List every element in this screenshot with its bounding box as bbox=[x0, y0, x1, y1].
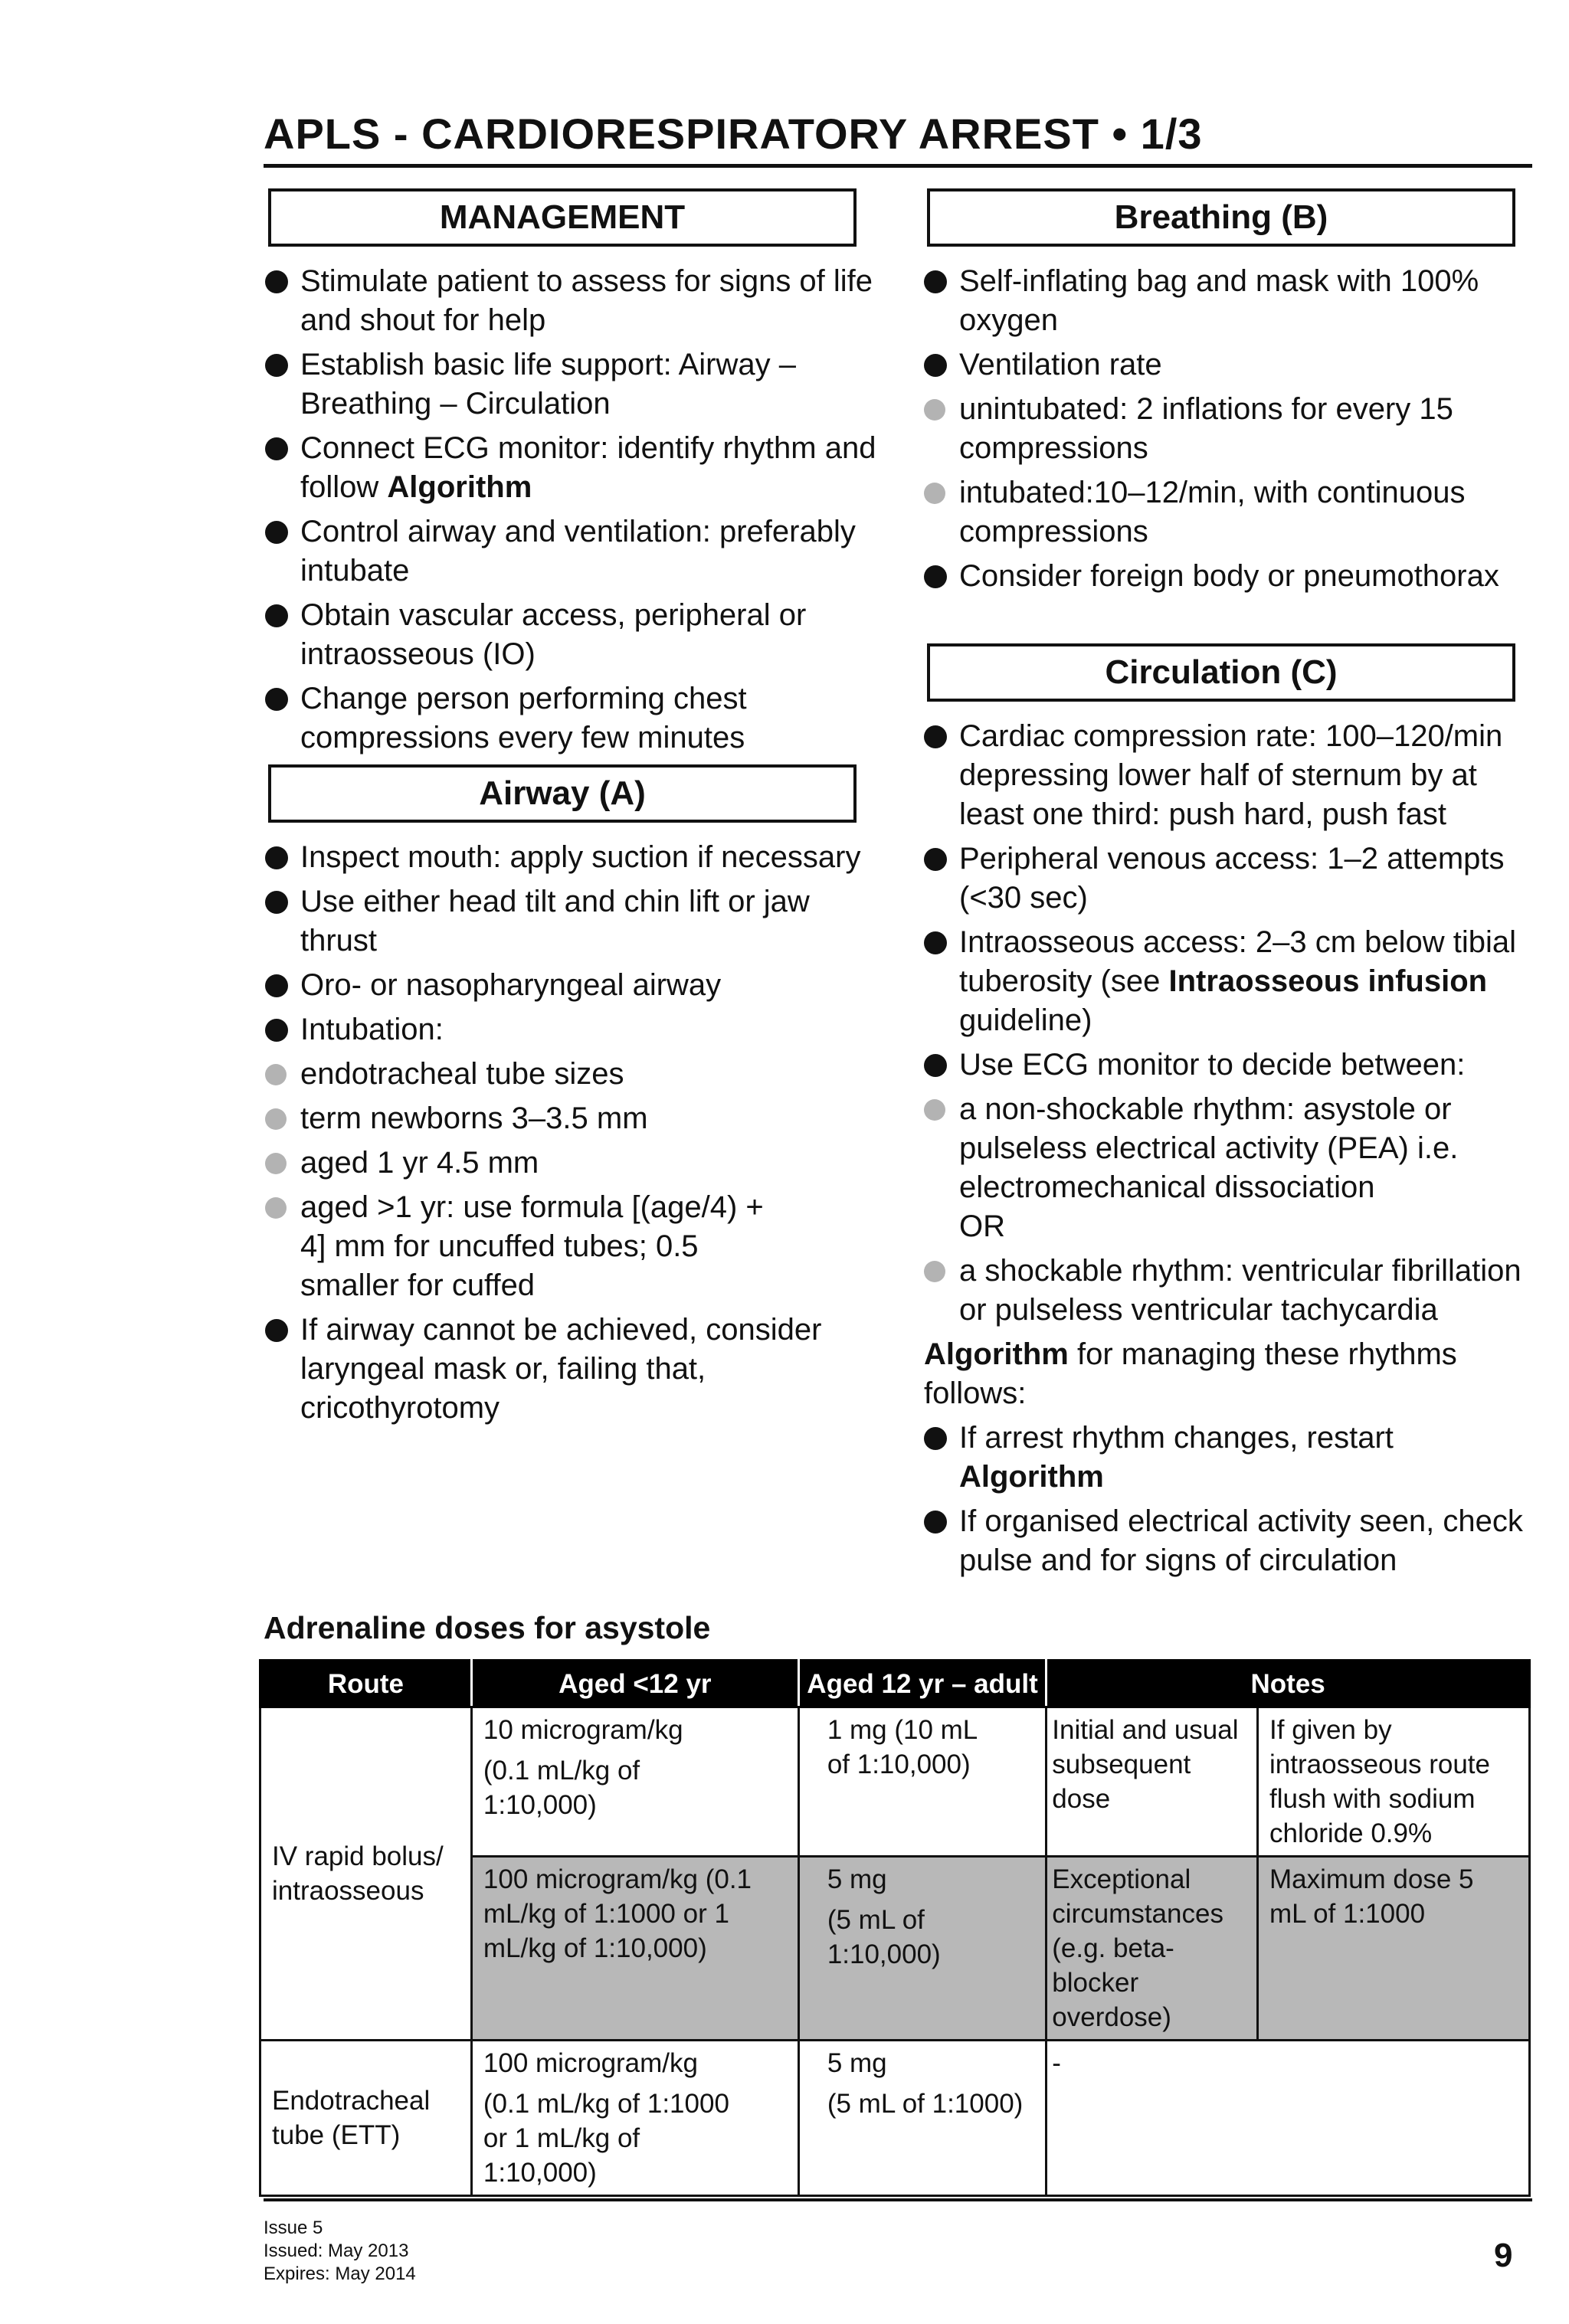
list-item: If airway cannot be achieved, consider laryngeal mask or, failing that, cricothyrotomy bbox=[265, 1311, 863, 1428]
list-item: a shockable rhythm: ventricular fibrillation or pulseless ventricular tachycardia bbox=[924, 1252, 1534, 1330]
list-item: Inspect mouth: apply suction if necessary bbox=[265, 838, 863, 877]
management-heading: MANAGEMENT bbox=[268, 188, 857, 247]
table-row bbox=[260, 2041, 1530, 2196]
airway-heading: Airway (A) bbox=[268, 764, 857, 823]
list-item: Establish basic life support: Airway – Breathing – Circulation bbox=[265, 345, 878, 424]
route-ett: Endotracheal tube (ETT) bbox=[260, 2041, 472, 2196]
circulation-heading: Circulation (C) bbox=[927, 643, 1515, 702]
list-item: aged 1 yr 4.5 mm bbox=[265, 1144, 863, 1183]
list-item: Connect ECG monitor: identify rhythm and follow Algorithm bbox=[265, 429, 878, 507]
list-item: Consider foreign body or pneumothorax bbox=[924, 557, 1529, 596]
cell-adult-dose: 5 mg (5 mL of 1:10,000) bbox=[798, 1857, 1046, 2041]
footer-rule bbox=[264, 2198, 1532, 2201]
cell-adult-dose: 5 mg (5 mL of 1:1000) bbox=[798, 2041, 1046, 2196]
list-item: Self-inflating bag and mask with 100% oxygen bbox=[924, 262, 1529, 340]
list-item: term newborns 3–3.5 mm bbox=[265, 1099, 863, 1138]
table-row bbox=[260, 1707, 1530, 1857]
list-item: Change person performing chest compressions every few minutes bbox=[265, 679, 878, 758]
list-item: Use either head tilt and chin lift or jaw thrust bbox=[265, 882, 863, 961]
cell-note: Exceptional circumstances (e.g. beta-blocker overdose) bbox=[1047, 1857, 1258, 2041]
header-notes: Notes bbox=[1047, 1661, 1530, 1707]
cell-note: Initial and usual subsequent dose bbox=[1047, 1707, 1258, 1857]
title-rule bbox=[264, 164, 1532, 168]
list-item: Use ECG monitor to decide between: bbox=[924, 1046, 1534, 1085]
algorithm-emphasis: Algorithm bbox=[387, 470, 532, 504]
list-item: Oro- or nasopharyngeal airway bbox=[265, 966, 863, 1005]
list-item: Stimulate patient to assess for signs of life and shout for help bbox=[265, 262, 878, 340]
cell-note: - bbox=[1047, 2041, 1530, 2196]
cell-adult-dose: 1 mg (10 mL of 1:10,000) bbox=[798, 1707, 1046, 1857]
cell-child-dose: 100 microgram/kg (0.1 mL/kg of 1:1000 or 1 mL/kg of 1:10,000) bbox=[471, 1857, 798, 2041]
list-item: If organised electrical activity seen, check pulse and for signs of circulation bbox=[924, 1502, 1534, 1580]
header-aged-12-adult: Aged 12 yr – adult bbox=[798, 1661, 1046, 1707]
issued-date: Issued: May 2013 bbox=[264, 2241, 409, 2261]
adrenaline-dose-table bbox=[259, 1659, 1531, 2197]
algorithm-paragraph: Algorithm for managing these rhythms follows: bbox=[924, 1337, 1457, 1410]
table-header-row bbox=[260, 1661, 1530, 1707]
list-item: Obtain vascular access, peripheral or intraosseous (IO) bbox=[265, 596, 878, 674]
cell-child-dose: 10 microgram/kg (0.1 mL/kg of 1:10,000) bbox=[471, 1707, 798, 1857]
cell-note: Maximum dose 5 mL of 1:1000 bbox=[1258, 1857, 1530, 2041]
list-item: aged >1 yr: use formula [(age/4) + 4] mm for uncuffed tubes; 0.5 smaller for cuffed bbox=[265, 1188, 863, 1305]
list-item: Intraosseous access: 2–3 cm below tibial tuberosity (see Intraosseous infusion guideline) bbox=[924, 923, 1534, 1040]
expires-date: Expires: May 2014 bbox=[264, 2263, 416, 2284]
breathing-heading: Breathing (B) bbox=[927, 188, 1515, 247]
list-item: unintubated: 2 inflations for every 15 compressions bbox=[924, 390, 1529, 468]
footer-issue-info bbox=[264, 2217, 416, 2286]
cell-note: If given by intraosseous route flush with sodium chloride 0.9% bbox=[1258, 1707, 1530, 1857]
header-route: Route bbox=[260, 1661, 472, 1707]
page-title: APLS - CARDIORESPIRATORY ARREST • 1/3 bbox=[264, 110, 1203, 158]
list-item: OR bbox=[959, 1209, 1005, 1243]
circulation-list bbox=[924, 717, 1534, 1586]
issue-label: Issue 5 bbox=[264, 2218, 323, 2238]
route-iv: IV rapid bolus/ intraosseous bbox=[260, 1707, 472, 2041]
list-item: endotracheal tube sizes bbox=[265, 1055, 863, 1094]
list-item: intubated:10–12/min, with continuous compressions bbox=[924, 473, 1529, 552]
page-number: 9 bbox=[1494, 2237, 1513, 2274]
list-item: Ventilation rate bbox=[924, 345, 1529, 385]
management-list bbox=[265, 262, 878, 763]
list-item: Cardiac compression rate: 100–120/min depressing lower half of sternum by at least one third: push hard, push fast bbox=[924, 717, 1534, 834]
table-caption: Adrenaline doses for asystole bbox=[264, 1610, 711, 1645]
list-item: Control airway and ventilation: preferably intubate bbox=[265, 512, 878, 591]
airway-list bbox=[265, 838, 863, 1433]
list-item: a non-shockable rhythm: asystole or pulseless electrical activity (PEA) i.e. electromechanical dissociation bbox=[924, 1090, 1534, 1207]
list-item: Intubation: bbox=[265, 1010, 863, 1049]
breathing-list bbox=[924, 262, 1529, 601]
list-item: If arrest rhythm changes, restart Algorithm bbox=[924, 1419, 1534, 1497]
list-item: Peripheral venous access: 1–2 attempts (<30 sec) bbox=[924, 840, 1534, 918]
cell-child-dose: 100 microgram/kg (0.1 mL/kg of 1:1000 or 1 mL/kg of 1:10,000) bbox=[471, 2041, 798, 2196]
header-aged-under-12: Aged <12 yr bbox=[471, 1661, 798, 1707]
